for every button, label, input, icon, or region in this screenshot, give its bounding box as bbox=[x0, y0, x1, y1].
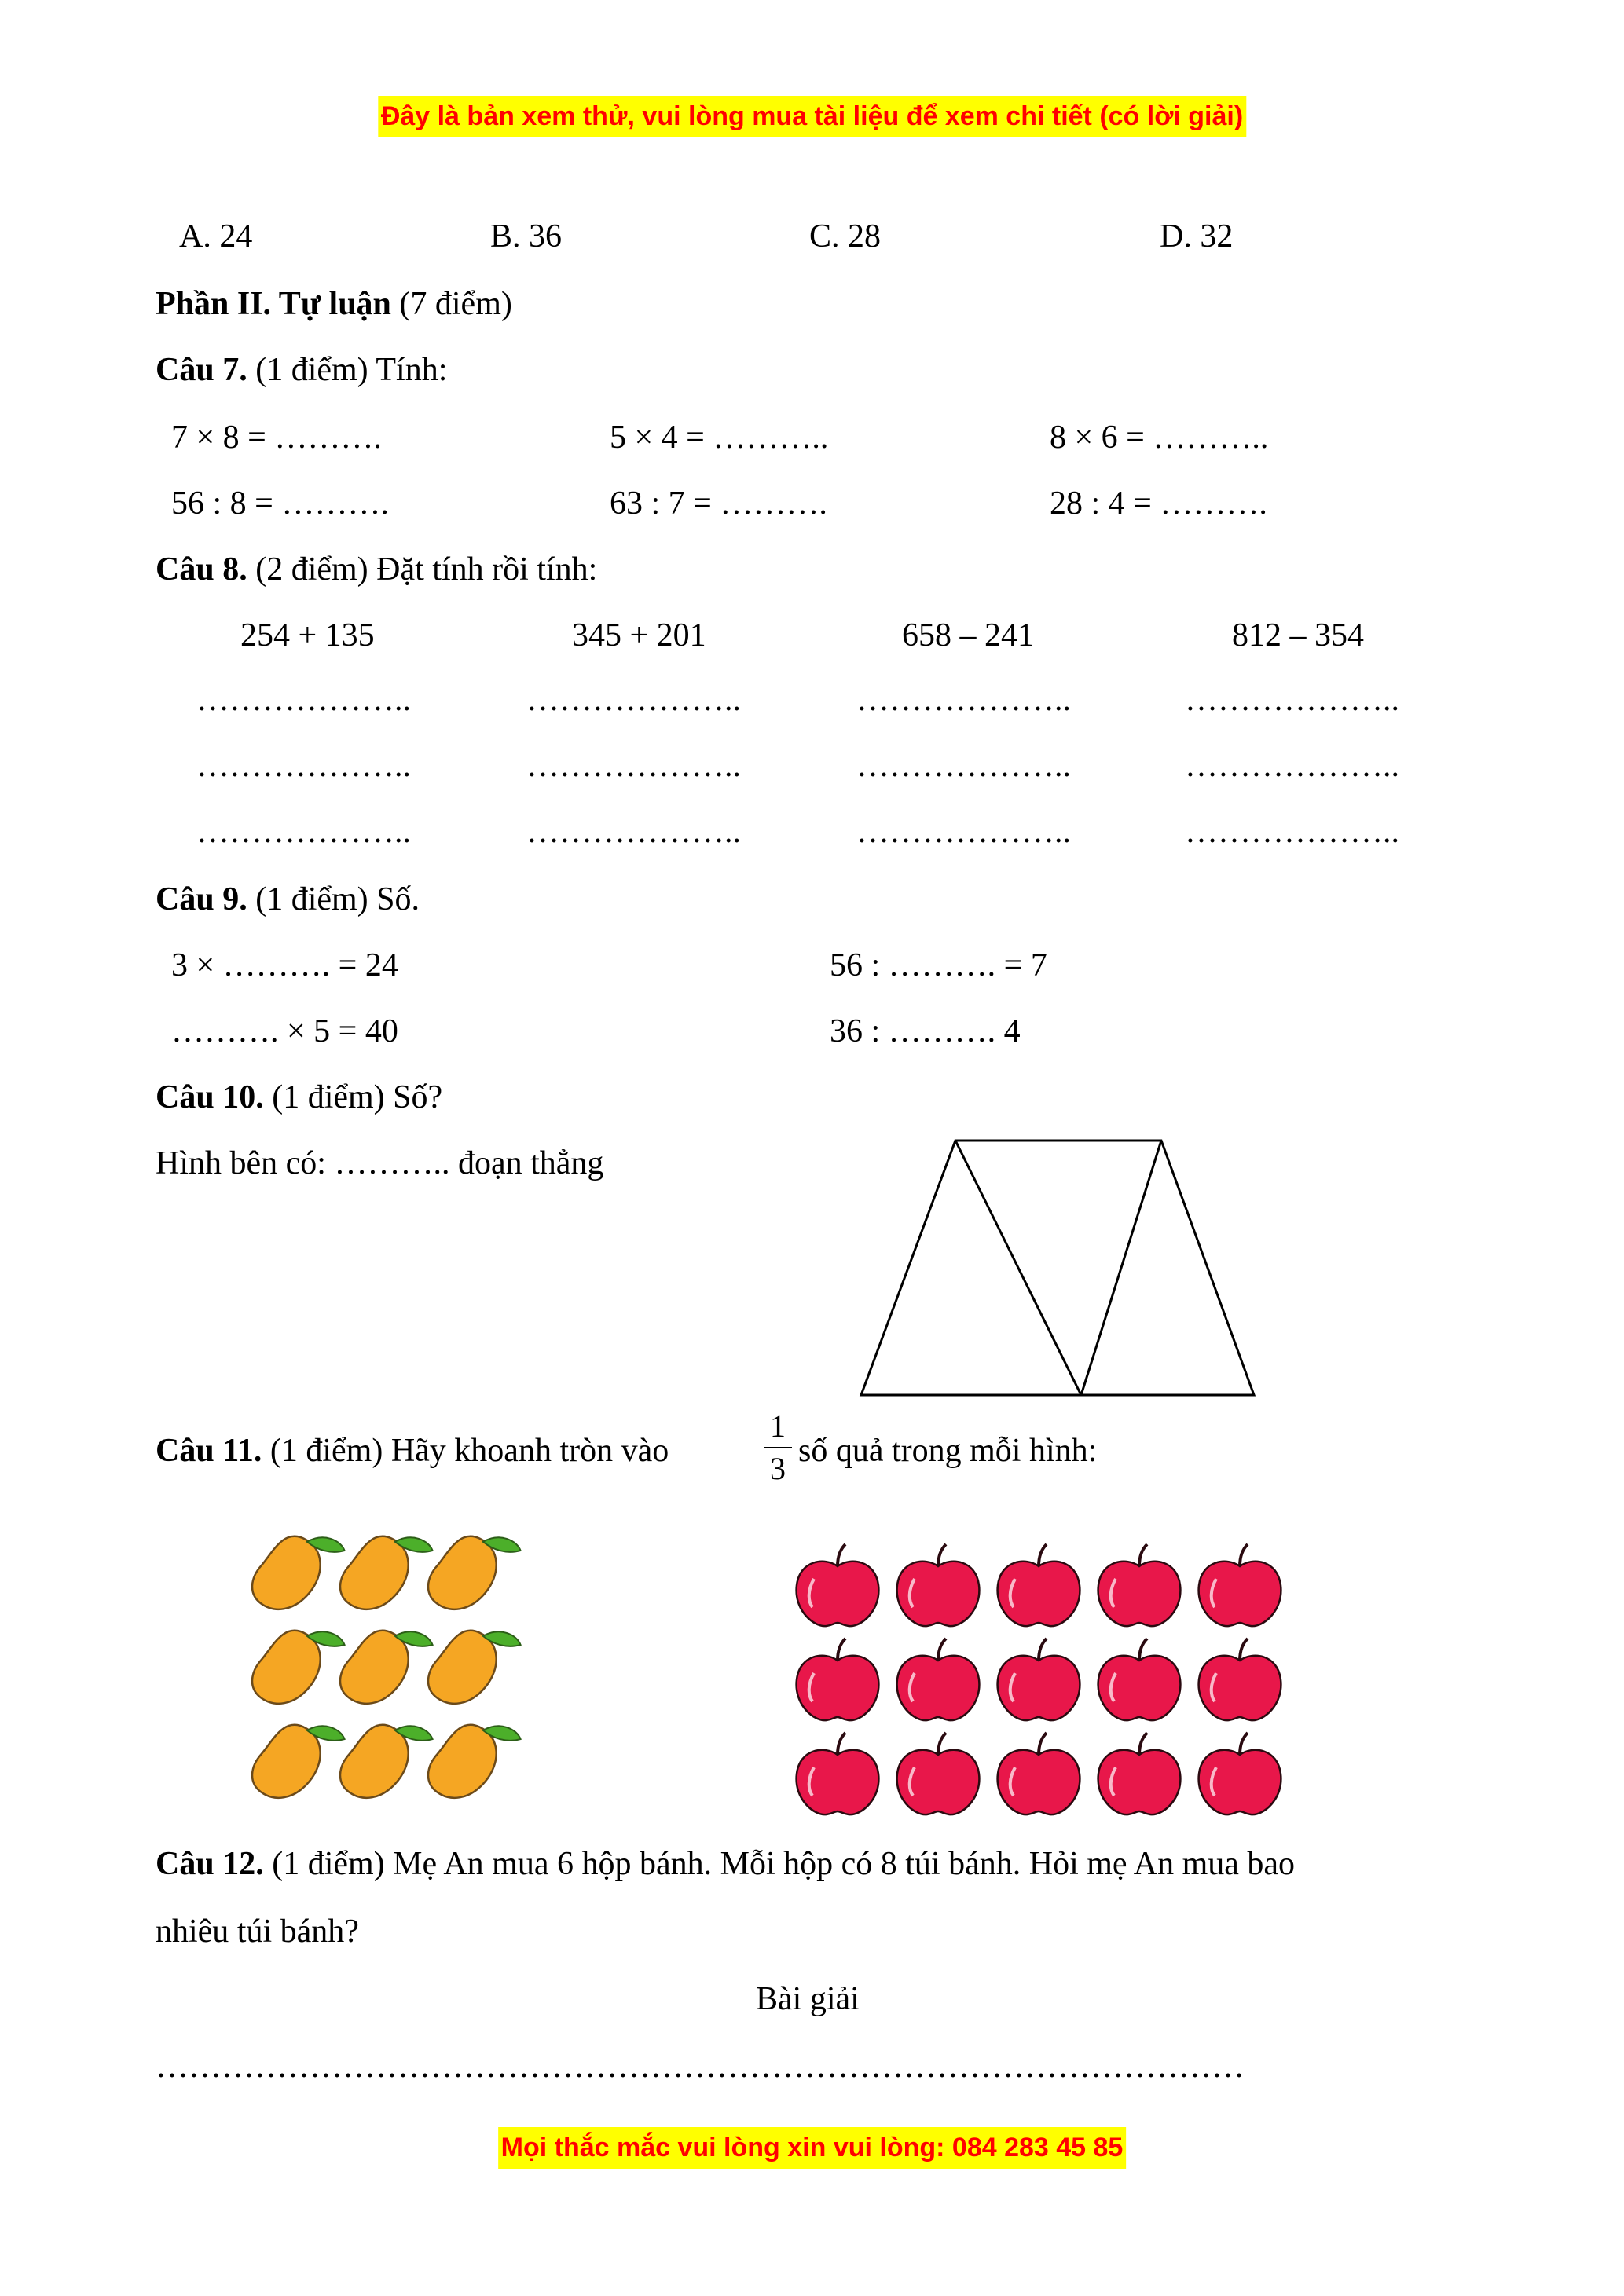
q8-expression: 658 – 241 bbox=[902, 617, 1034, 654]
q8-expression: 254 + 135 bbox=[240, 617, 375, 654]
q10-question-line: Hình bên có: ……….. đoạn thẳng bbox=[156, 1145, 604, 1181]
q12-heading: Câu 12. (1 điểm) Mẹ An mua 6 hộp bánh. Mỗi hộp có 8 túi bánh. Hỏi mẹ An mua bao bbox=[156, 1846, 1296, 1882]
q9-heading: Câu 9. (1 điểm) Số. bbox=[156, 881, 420, 917]
q8-heading: Câu 8. (2 điểm) Đặt tính rồi tính: bbox=[156, 551, 598, 588]
apple-icon bbox=[998, 1544, 1080, 1626]
apple-icon bbox=[797, 1733, 879, 1814]
q7-item: 7 × 8 = ………. bbox=[171, 419, 382, 456]
answer-dots: ……………….. bbox=[196, 814, 411, 850]
q7-item: 63 : 7 = ………. bbox=[610, 485, 827, 522]
apple-icon bbox=[897, 1639, 980, 1720]
answer-dots: ……………….. bbox=[856, 748, 1071, 784]
q9-item: 36 : ………. 4 bbox=[830, 1013, 1021, 1049]
apple-icon bbox=[998, 1733, 1080, 1814]
apple-icon bbox=[1098, 1639, 1181, 1720]
apple-icon bbox=[998, 1639, 1080, 1720]
q9-item: 3 × ………. = 24 bbox=[171, 947, 398, 983]
q10-heading: Câu 10. (1 điểm) Số? bbox=[156, 1079, 443, 1115]
apple-icon bbox=[797, 1639, 879, 1720]
answer-dots: ……………….. bbox=[1185, 682, 1399, 718]
q7-item: 56 : 8 = ………. bbox=[171, 485, 389, 522]
answer-dots: ……………….. bbox=[1185, 748, 1399, 784]
answer-dots: ……………….. bbox=[196, 682, 411, 718]
option-a: A. 24 bbox=[179, 218, 253, 255]
answer-dots: ……………….. bbox=[196, 748, 411, 784]
option-b: B. 36 bbox=[490, 218, 563, 255]
apple-icon bbox=[1199, 1544, 1281, 1626]
solution-title: Bài giải bbox=[756, 1981, 860, 2017]
fraction-denominator: 3 bbox=[770, 1451, 786, 1486]
apple-icon bbox=[1098, 1733, 1181, 1814]
q9-item: 56 : ………. = 7 bbox=[830, 947, 1047, 983]
apple-icon bbox=[897, 1733, 980, 1814]
q11-heading: Câu 11. (1 điểm) Hãy khoanh tròn vào bbox=[156, 1433, 669, 1469]
apple-icon bbox=[1098, 1544, 1181, 1626]
q7-item: 5 × 4 = ……….. bbox=[610, 419, 829, 456]
q7-item: 28 : 4 = ………. bbox=[1050, 485, 1267, 522]
apple-icon bbox=[797, 1544, 879, 1626]
apple-icon bbox=[897, 1544, 980, 1626]
part2-heading: Phần II. Tự luận (7 điểm) bbox=[156, 286, 512, 322]
answer-dots: ……………….. bbox=[856, 682, 1071, 718]
q12-heading-cont: nhiêu túi bánh? bbox=[156, 1913, 359, 1950]
q7-heading: Câu 7. (1 điểm) Tính: bbox=[156, 352, 448, 388]
q7-item: 8 × 6 = ……….. bbox=[1050, 419, 1269, 456]
answer-dots: ……………….. bbox=[526, 682, 741, 718]
fraction-numerator: 1 bbox=[770, 1408, 786, 1444]
q11-heading-tail: số quả trong mỗi hình: bbox=[798, 1433, 1098, 1469]
q9-item: ………. × 5 = 40 bbox=[171, 1013, 398, 1049]
q8-expression: 812 – 354 bbox=[1232, 617, 1364, 654]
answer-dots: ……………….. bbox=[526, 748, 741, 784]
q8-expression: 345 + 201 bbox=[572, 617, 706, 654]
option-c: C. 28 bbox=[809, 218, 882, 255]
apple-icon bbox=[1199, 1639, 1281, 1720]
apple-icon bbox=[1199, 1733, 1281, 1814]
answer-dots: ……………….. bbox=[856, 814, 1071, 850]
answer-dots: ……………….. bbox=[526, 814, 741, 850]
contact-banner: Mọi thắc mắc vui lòng xin vui lòng: 084 283 45 85 bbox=[498, 2127, 1127, 2169]
answer-line: ……………………………………………………………………………………… bbox=[156, 2049, 1245, 2085]
answer-dots: ……………….. bbox=[1185, 814, 1399, 850]
preview-banner: Đây là bản xem thử, vui lòng mua tài liệu để xem chi tiết (có lời giải) bbox=[378, 96, 1246, 137]
option-d: D. 32 bbox=[1160, 218, 1234, 255]
